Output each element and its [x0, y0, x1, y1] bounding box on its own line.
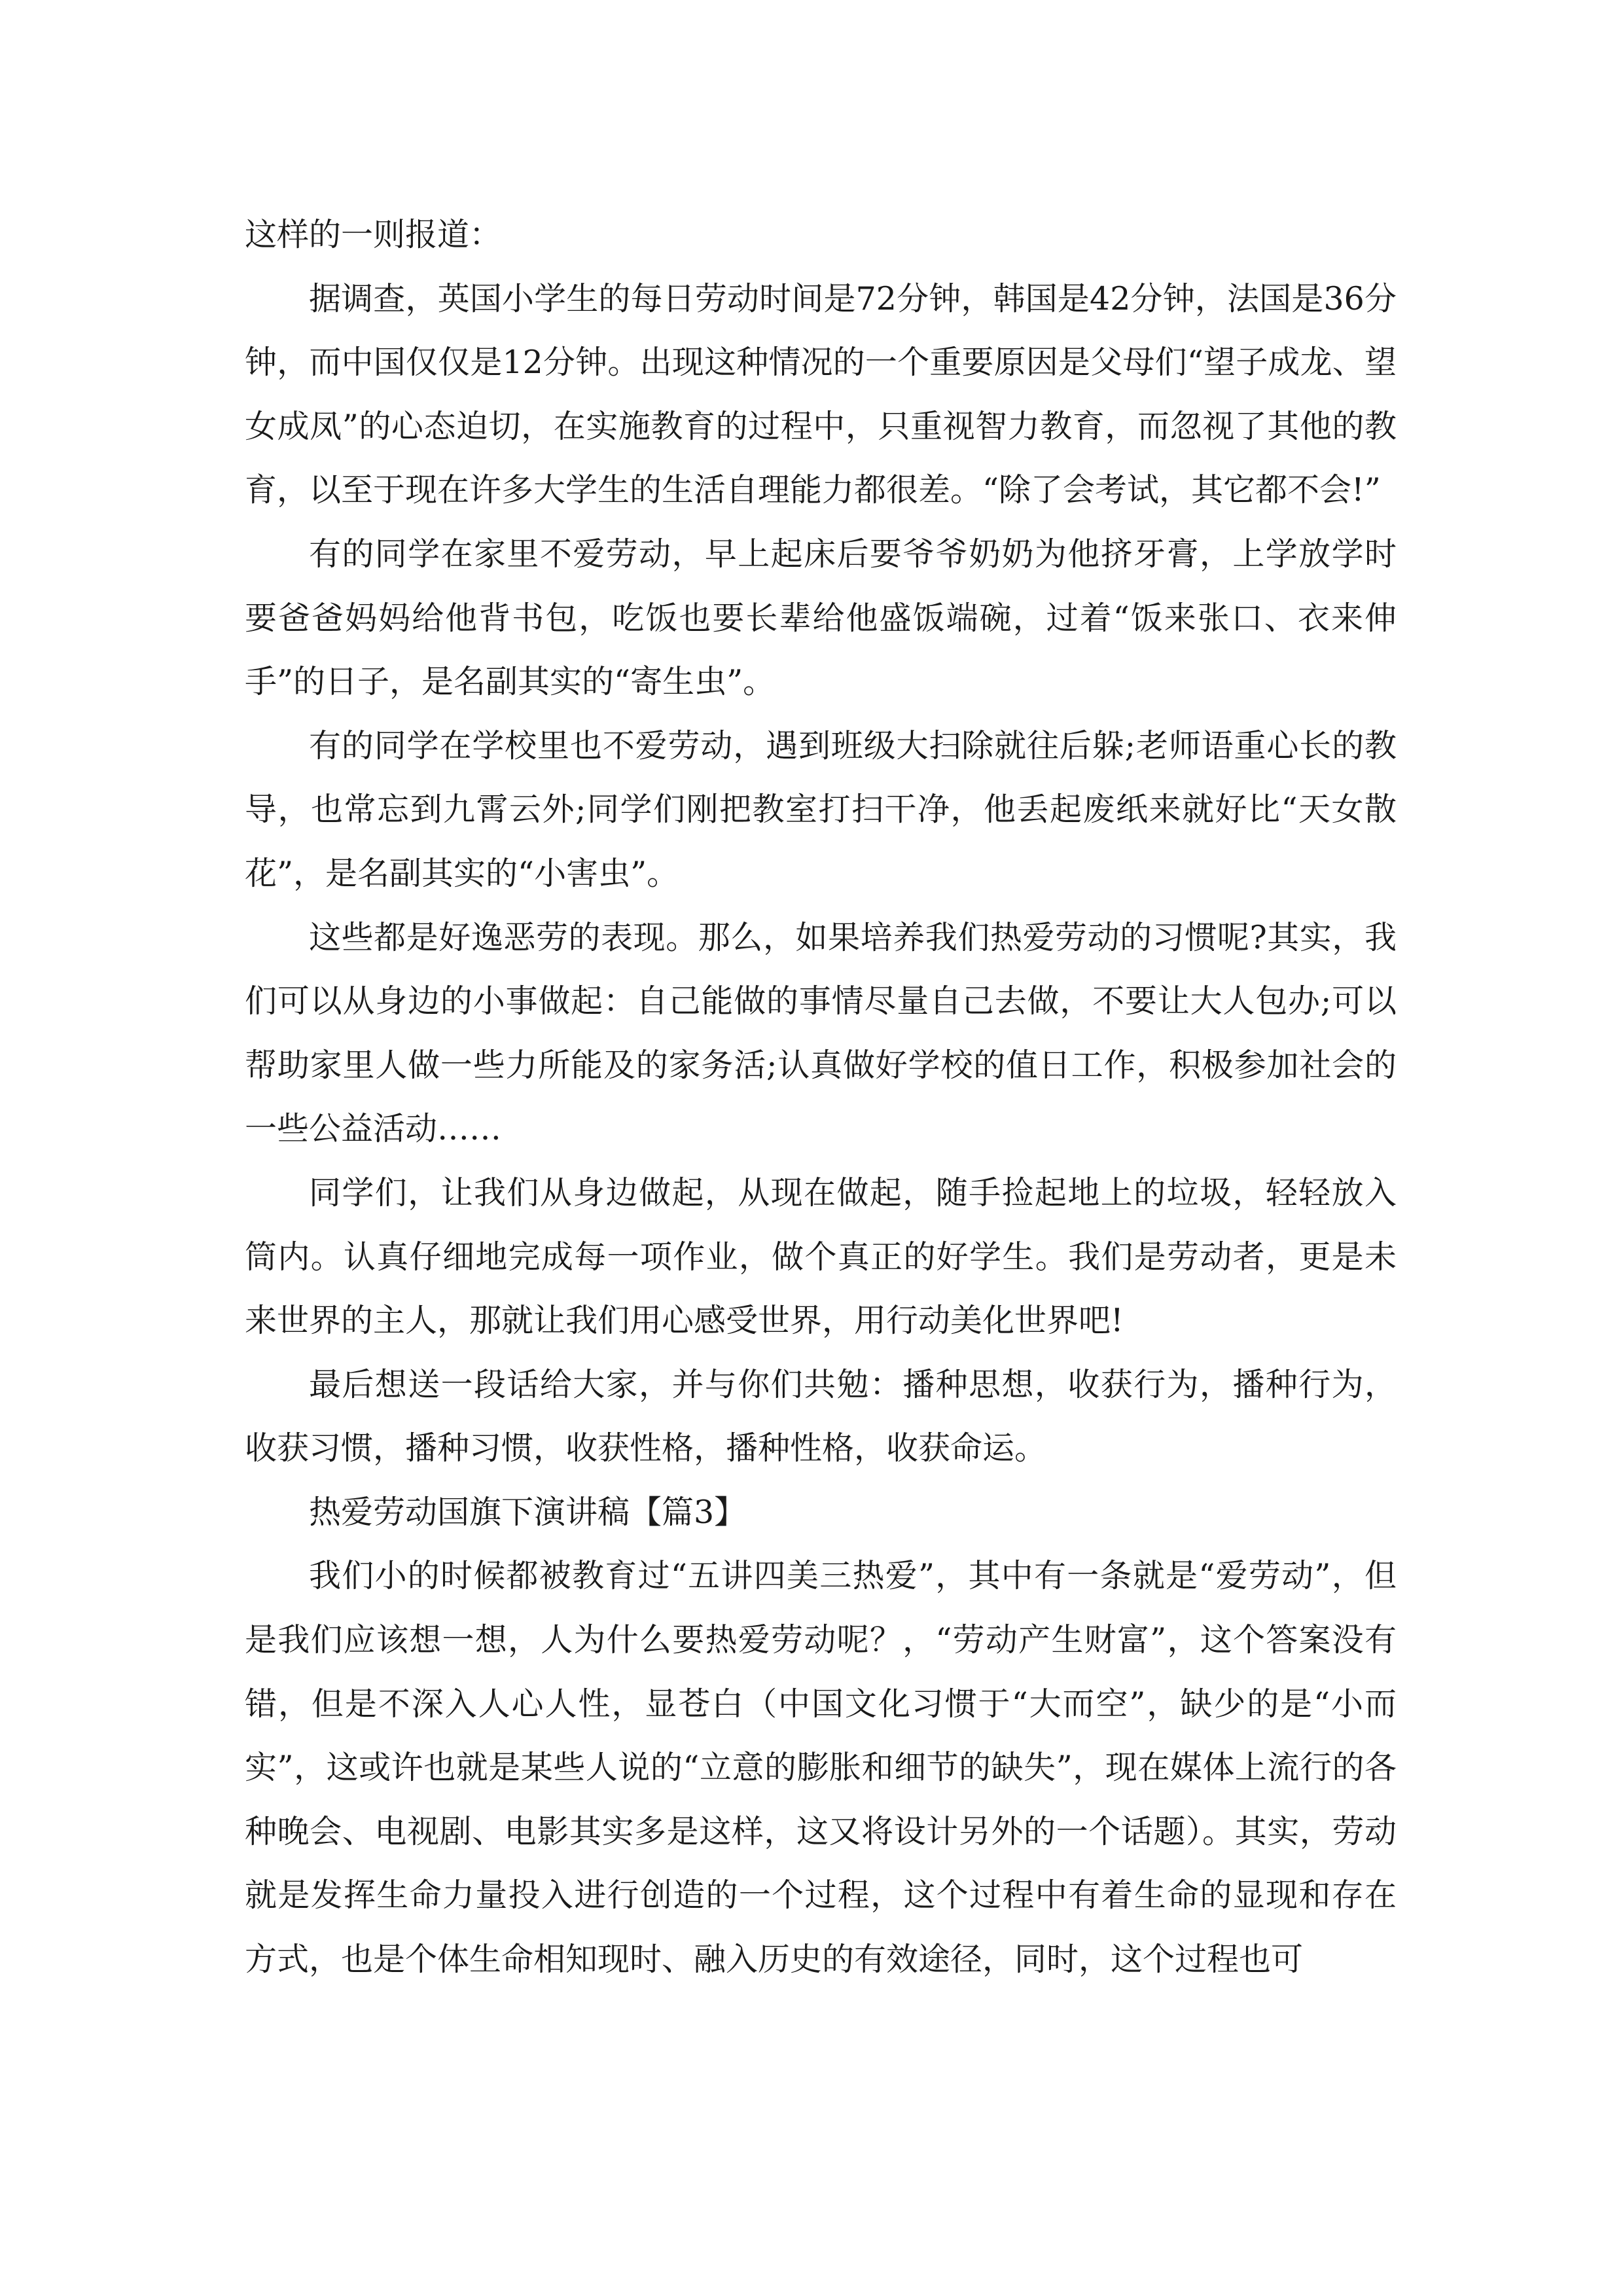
paragraph-closing: 最后想送一段话给大家，并与你们共勉：播种思想，收获行为，播种行为，收获习惯，播种习惯，收获性格，播种性格，收获命运。 [245, 1365, 1397, 1467]
paragraph-school: 有的同学在学校里也不爱劳动，遇到班级大扫除就往后躲;老师语重心长的教导，也常忘到九霄云外;同学们刚把教室打扫干净，他丢起废纸来就好比“天女散花”，是名副其实的“小害虫”。 [245, 726, 1397, 892]
paragraph-intro: 这样的一则报道： [245, 216, 502, 253]
paragraph-call-to-action: 同学们，让我们从身边做起，从现在做起，随手捡起地上的垃圾，轻轻放入筒内。认真仔细地完成每一项作业，做个真正的好学生。我们是劳动者，更是未来世界的主人，那就让我们用心感受世界，用行动美化世界吧! [245, 1174, 1397, 1340]
paragraph-home: 有的同学在家里不爱劳动，早上起床后要爷爷奶奶为他挤牙膏，上学放学时要爸爸妈妈给他背书包，吃饭也要长辈给他盛饭端碗，过着“饭来张口、衣来伸手”的日子，是名副其实的“寄生虫”。 [245, 535, 1397, 701]
paragraph-section3: 我们小的时候都被教育过“五讲四美三热爱”，其中有一条就是“爱劳动”，但是我们应该想一想，人为什么要热爱劳动呢？，“劳动产生财富”，这个答案没有错，但是不深入人心人性，显苍白（中国文化习惯于“大而空”，缺少的是“小而实”，这或许也就是某些人说的“立意的膨胀和细节的缺失”，现在媒体上流行的各种晚会、电视剧、电影其实多是这样，这又将设计另外的一个话题）。其实，劳动就是发挥生命力量投入进行创造的一个过程，这个过程中有着生命的显现和存在方式，也是个体生命相知现时、融入历史的有效途径，同时，这个过程也可 [245, 1557, 1397, 1979]
paragraph-survey: 据调查，英国小学生的每日劳动时间是72分钟，韩国是42分钟，法国是36分钟，而中国仅仅是12分钟。出现这种情况的一个重要原因是父母们“望子成龙、望女成凤”的心态迫切，在实施教育的过程中，只重视智力教育，而忽视了其他的教育，以至于现在许多大学生的生活自理能力都很差。“除了会考试，其它都不会!” [245, 279, 1397, 509]
paragraph-habits: 这些都是好逸恶劳的表现。那么，如果培养我们热爱劳动的习惯呢?其实，我们可以从身边的小事做起：自己能做的事情尽量自己去做，不要让大人包办;可以帮助家里人做一些力所能及的家务活;认真做好学校的值日工作，积极参加社会的一些公益活动…… [245, 918, 1397, 1148]
section-heading: 热爱劳动国旗下演讲稿【篇3】 [309, 1493, 747, 1531]
document-body [245, 203, 1397, 1992]
